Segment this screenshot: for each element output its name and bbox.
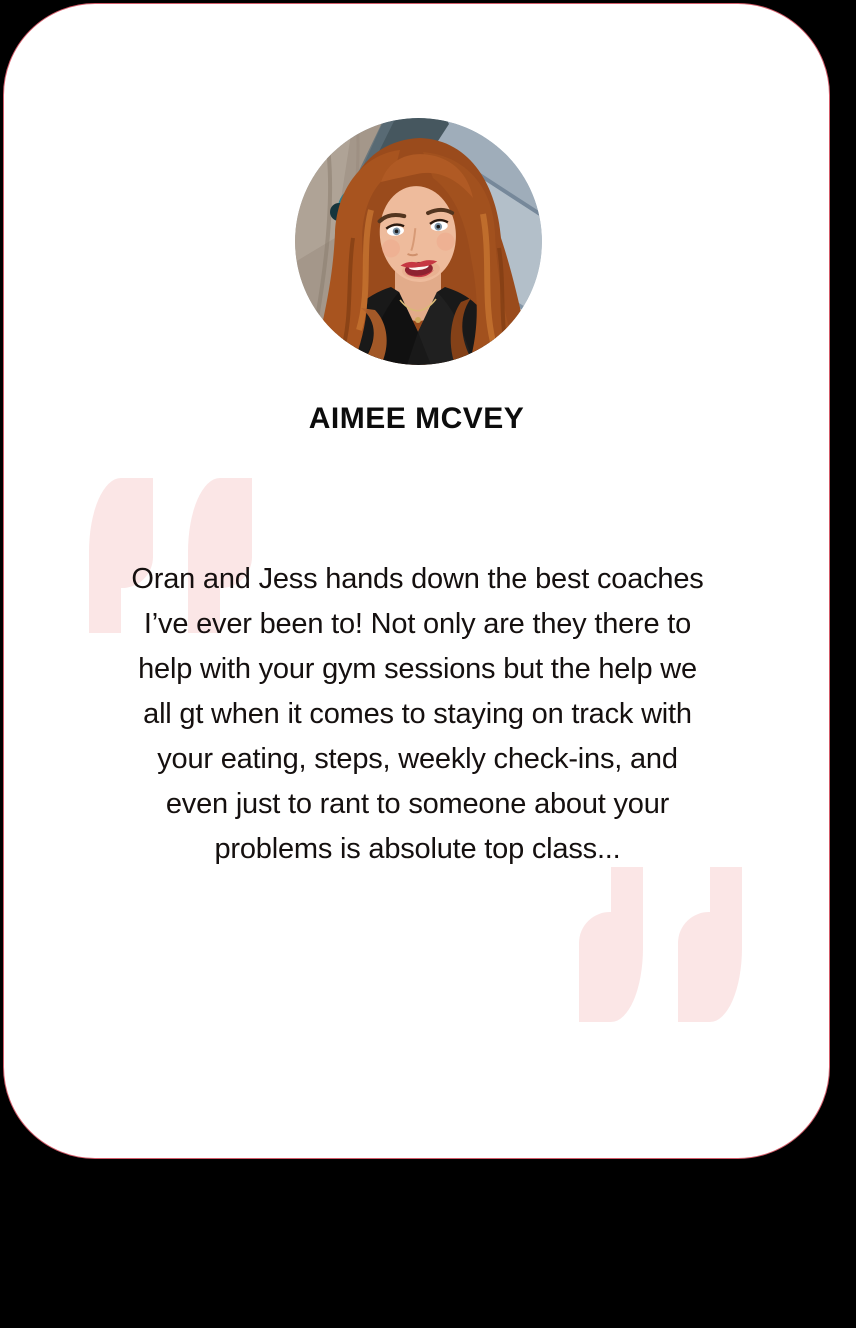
avatar (295, 118, 542, 365)
testimonial-quote (77, 557, 758, 872)
quote-line: problems is absolute top class... (214, 833, 621, 865)
quote-line: help with your gym sessions but the help we (138, 653, 697, 685)
quote-line: Oran and Jess hands down the best coaches (131, 563, 704, 595)
quote-line: all gt when it comes to staying on track with (143, 698, 692, 730)
profile-photo-illustration (295, 118, 542, 365)
quote-line: even just to rant to someone about your (165, 788, 670, 820)
close-quote-icon (579, 867, 742, 1022)
quote-line: I’ve ever been to! Not only are they there to (143, 608, 692, 640)
person-name: AIMEE MCVEY (308, 402, 525, 435)
quote-line: your eating, steps, weekly check-ins, and (157, 743, 678, 775)
testimonial-card (3, 3, 830, 1159)
